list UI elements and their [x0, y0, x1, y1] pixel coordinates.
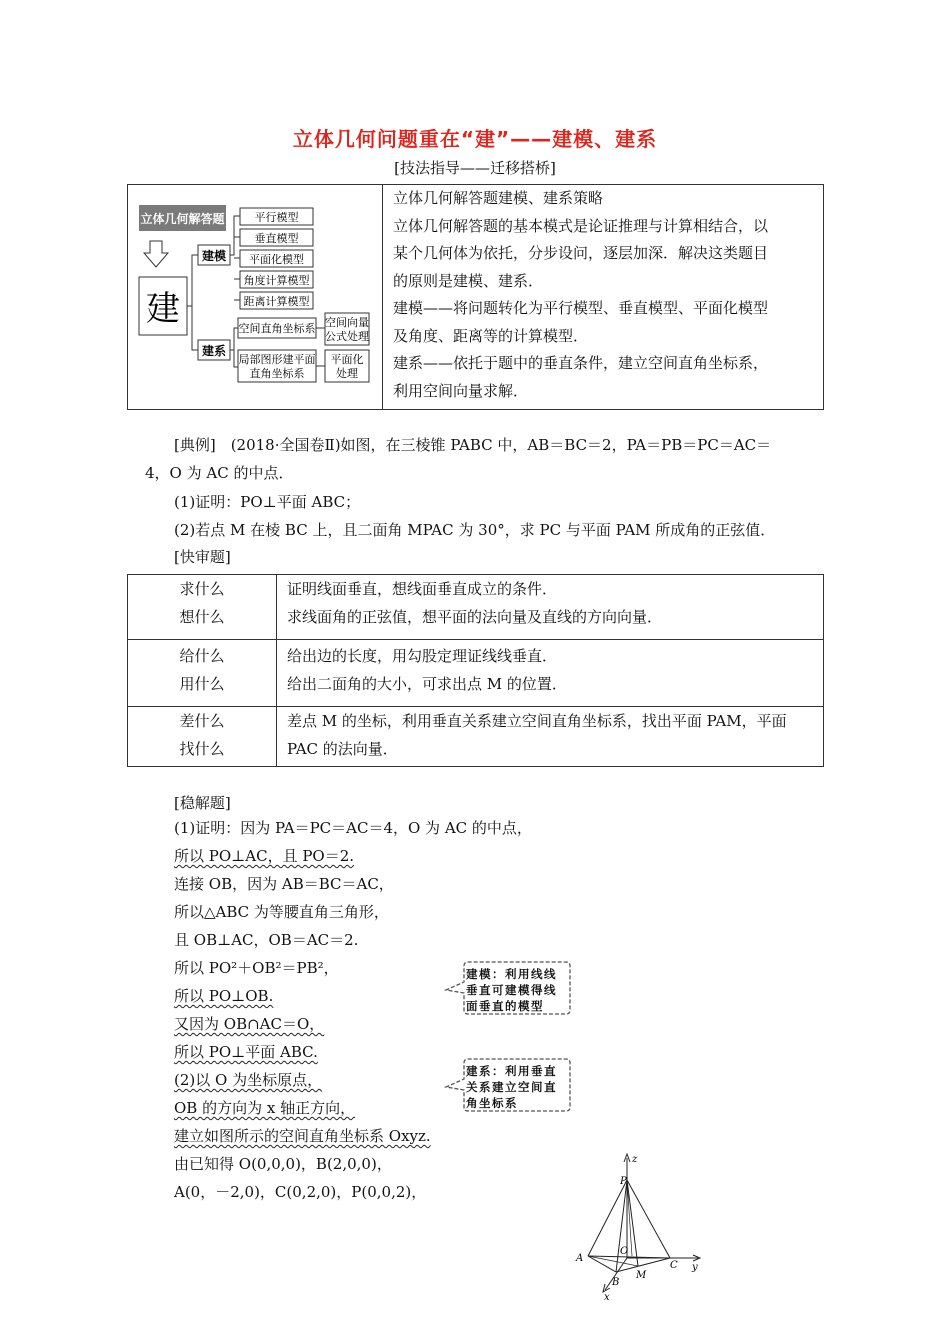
- system-item1-result: 空间向量: [325, 316, 369, 329]
- solution-line: 由已知得 O(0,0,0)，B(2,0,0)，: [174, 1155, 392, 1173]
- edge-PB: [616, 1180, 627, 1272]
- solution-line: 所以 PO⊥OB.: [174, 987, 274, 1005]
- point-label-C: C: [670, 1260, 678, 1271]
- edge-PA: [588, 1180, 627, 1256]
- strategy-line: 利用空间向量求解．: [393, 381, 529, 400]
- down-arrow-icon: [144, 241, 168, 267]
- section-subtitle: [技法指导——迁移搭桥]: [394, 159, 556, 177]
- point-label-M: M: [636, 1270, 647, 1281]
- review-label: 找什么: [179, 740, 225, 758]
- model-item: 距离计算模型: [243, 295, 310, 308]
- system-item2-result: 处理: [336, 367, 358, 380]
- review-text: PAC 的法向量．: [287, 740, 398, 758]
- solution-line: 又因为 OB∩AC＝O，: [174, 1015, 325, 1033]
- solution-line: 所以 PO²＋OB²＝PB²，: [174, 959, 339, 977]
- edge-PC: [627, 1180, 670, 1258]
- review-text: 给出边的长度，用勾股定理证线线垂直．: [287, 647, 558, 665]
- review-text: 证明线面垂直，想线面垂直成立的条件．: [287, 580, 558, 598]
- callout-line: 面垂直的模型: [466, 999, 544, 1013]
- strategy-line: 立体几何解答题的基本模式是论证推理与计算相结合，以: [393, 216, 769, 235]
- question-2: (2)若点 M 在棱 BC 上，且二面角 MPAC 为 30°，求 PC 与平面 PAM 所成角的正弦值．: [174, 521, 776, 539]
- solution-line: 连接 OB，因为 AB＝BC＝AC，: [174, 875, 394, 893]
- review-label: 用什么: [179, 675, 225, 693]
- question-1: (1)证明：PO⊥平面 ABC；: [174, 493, 361, 511]
- review-text-cell: [277, 707, 824, 767]
- callout-line: 建系：利用垂直: [466, 1064, 557, 1078]
- edge-inner: [627, 1180, 632, 1256]
- solution-line: 所以△ABC 为等腰直角三角形，: [174, 903, 389, 921]
- strategy-line: 某个几何体为依托，分步设问，逐层加深．解决这类题目: [393, 244, 769, 262]
- axis-label-z: z: [632, 1154, 638, 1165]
- model-item: 垂直模型: [254, 232, 299, 245]
- review-label: 差什么: [179, 712, 225, 730]
- review-label-cell: [128, 640, 277, 707]
- solution-line: 所以 PO⊥平面 ABC.: [174, 1043, 318, 1061]
- solution-line: (1)证明：因为 PA＝PC＝AC＝4，O 为 AC 的中点，: [174, 819, 532, 837]
- callout-line: 垂直可建模得线: [466, 983, 557, 997]
- root-label: 立体几何解答题: [140, 212, 225, 226]
- review-label: 想什么: [179, 608, 225, 626]
- solution-line: 且 OB⊥AC，OB＝AC＝2.: [174, 931, 359, 949]
- review-label: 给什么: [179, 647, 225, 665]
- strategy-line: 的原则是建模、建系．: [393, 271, 544, 290]
- review-text-cell: [277, 640, 824, 707]
- example-line: [典例] (2018·全国卷Ⅱ)如图，在三棱锥 PABC 中，AB＝BC＝2，PA＝PB＝PC＝AC＝: [174, 436, 772, 454]
- strategy-line: 及角度、距离等的计算模型．: [393, 326, 589, 345]
- model-item: 角度计算模型: [243, 274, 310, 287]
- center-connector: [187, 255, 198, 350]
- axis-label-y: y: [692, 1262, 698, 1273]
- strategy-line: 建模——将问题转化为平行模型、垂直模型、平面化模型: [393, 299, 769, 317]
- quick-review-label: [快审题]: [174, 548, 231, 566]
- solution-line: 所以 PO⊥AC，且 PO＝2.: [174, 847, 355, 865]
- system-item2: 直角坐标系: [249, 367, 305, 380]
- diagram-cell: [128, 185, 383, 410]
- strategy-diagram: [128, 185, 382, 409]
- strategy-line: 立体几何解答题建模、建系策略: [393, 189, 604, 207]
- callout-line: 角坐标系: [466, 1096, 518, 1110]
- callout-line: 建模：利用线线: [466, 967, 557, 981]
- callout-model: [466, 966, 557, 1014]
- callout-system: [466, 1063, 557, 1111]
- review-label-cell: [128, 575, 277, 640]
- edge-PM: [627, 1180, 638, 1266]
- solution-line: A(0，－2,0)，C(0,2,0)，P(0,0,2)，: [174, 1183, 427, 1201]
- page-title: 立体几何问题重在“建”——建模、建系: [292, 127, 658, 151]
- model-connector: [230, 216, 240, 300]
- example-line: 4，O 为 AC 的中点．: [145, 464, 294, 482]
- table-row: [128, 640, 824, 707]
- system-item1: 空间直角坐标系: [238, 322, 316, 335]
- system-item2: 局部图形建平面: [238, 353, 316, 366]
- callout-line: 关系建立空间直: [466, 1080, 557, 1094]
- review-label: 求什么: [179, 580, 225, 598]
- review-text: 求线面角的正弦值，想平面的法向量及直线的方向向量．: [287, 608, 663, 626]
- model-item: 平行模型: [254, 211, 299, 224]
- solution-label: [稳解题]: [174, 794, 231, 812]
- point-label-A: A: [576, 1253, 584, 1264]
- model-item: 平面化模型: [249, 253, 304, 266]
- review-label-cell: [128, 707, 277, 767]
- pyramid-figure: [560, 1150, 710, 1300]
- review-text-cell: [277, 575, 824, 640]
- solution-line: 建立如图所示的空间直角坐标系 Oxyz.: [174, 1127, 431, 1145]
- strategy-table: [127, 184, 824, 410]
- system-item1-result: 公式处理: [325, 330, 369, 343]
- review-text: 给出二面角的大小，可求出点 M 的位置．: [287, 675, 567, 693]
- solution-line: (2)以 O 为坐标原点，: [174, 1071, 323, 1089]
- system-connector: [230, 328, 238, 367]
- point-label-P: P: [620, 1176, 627, 1187]
- review-table: [127, 574, 824, 767]
- system-item2-result: 平面化: [330, 353, 364, 366]
- solution-line: OB 的方向为 x 轴正方向，: [174, 1099, 356, 1117]
- strategy-line: 建系——依托于题中的垂直条件，建立空间直角坐标系，: [393, 354, 769, 372]
- table-row: [128, 707, 824, 767]
- review-text: 差点 M 的坐标，利用垂直关系建立空间直角坐标系，找出平面 PAM，平面: [287, 712, 787, 730]
- table-row: [128, 575, 824, 640]
- point-label-O: O: [620, 1246, 629, 1257]
- point-label-B: B: [612, 1277, 620, 1288]
- axis-label-x: x: [604, 1292, 610, 1300]
- branch-model-label: 建模: [201, 249, 227, 263]
- strategy-text-cell: [383, 185, 824, 410]
- center-char: 建: [146, 289, 180, 329]
- branch-system-label: 建系: [201, 344, 227, 358]
